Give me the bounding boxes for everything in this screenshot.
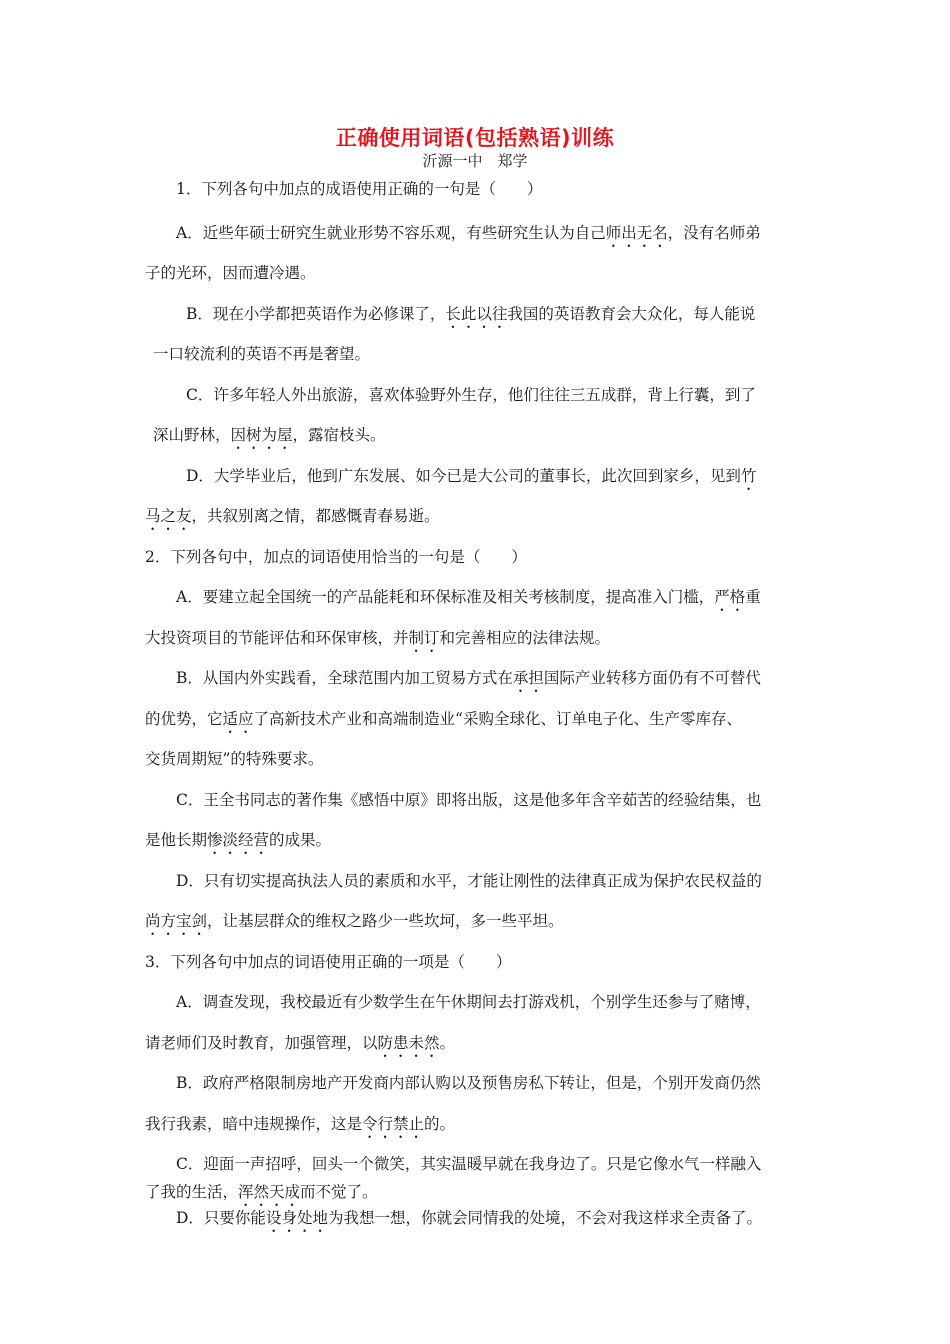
text-line — [145, 950, 511, 972]
text-line — [176, 177, 542, 199]
text-line — [186, 464, 756, 494]
text-line — [145, 747, 323, 769]
text-line — [145, 626, 610, 656]
text-segment: ，没有名师弟 — [667, 224, 761, 242]
document-title: 正确使用词语(包括熟语)训练 — [335, 126, 615, 150]
text-line — [153, 342, 370, 364]
text-segment: A．调查发现，我校最近有少数学生在午休期间去打游戏机，个别学生还参与了赌博， — [176, 993, 761, 1011]
text-segment: 了高新技术产业和高端制造业“采购全球化、订单电子化、生产零库存、 — [253, 710, 742, 728]
text-segment: 。 — [439, 1034, 456, 1052]
text-segment: 和完善相应的法律法规。 — [439, 629, 611, 647]
text-line — [176, 221, 761, 251]
text-line — [145, 707, 742, 737]
text-line — [176, 585, 761, 615]
text-line — [145, 504, 440, 534]
emphasized-term: 令行禁止 — [362, 1115, 425, 1133]
text-segment: 而不觉了。 — [300, 1183, 378, 1201]
text-segment: 的成果。 — [269, 831, 332, 849]
text-segment: C．许多年轻人外出旅游，喜欢体验野外生存，他们往往三五成群，背上行囊，到了 — [186, 386, 756, 404]
text-segment: B．从国内外实践看，全球范围内加工贸易方式在 — [176, 669, 513, 687]
emphasized-term: 马之友 — [145, 507, 192, 525]
text-line — [145, 1112, 455, 1142]
text-line — [176, 666, 761, 696]
emphasized-term: 设身处地 — [265, 1209, 328, 1227]
text-line — [176, 1071, 761, 1093]
text-line — [186, 302, 755, 332]
text-segment: 深山野林， — [153, 426, 231, 444]
text-segment: 一口较流利的英语不再是奢望。 — [153, 345, 371, 363]
text-line — [145, 909, 564, 939]
emphasized-term: 浑然天成 — [238, 1183, 301, 1201]
emphasized-term: 承担 — [512, 669, 544, 687]
text-segment: 2．下列各句中，加点的词语使用恰当的一句是（ ） — [145, 548, 527, 566]
text-line — [176, 1206, 762, 1236]
text-segment: 国际产业转移方面仍有不可替代 — [543, 669, 761, 687]
emphasized-term: 因树为屋 — [230, 426, 293, 444]
text-segment: 我国的英语教育会大众化，每人能说 — [507, 305, 756, 323]
text-line — [145, 261, 316, 283]
text-segment: 1．下列各句中加点的成语使用正确的一句是（ ） — [176, 180, 543, 198]
text-line — [153, 423, 386, 453]
text-segment: C．王全书同志的著作集《感悟中原》即将出版，这是他多年含辛茹苦的经验结集，也 — [176, 791, 762, 809]
text-segment: 了我的生活， — [145, 1183, 239, 1201]
text-segment: 子的光环，因而遭冷遇。 — [145, 264, 316, 282]
text-segment: 我行我素，暗中违规操作，这是 — [145, 1115, 363, 1133]
emphasized-term: 适应 — [222, 710, 254, 728]
emphasized-term: 竹 — [740, 467, 757, 485]
text-segment: 3．下列各句中加点的词语使用正确的一项是（ ） — [145, 953, 512, 971]
emphasized-term: 严格 — [714, 588, 746, 606]
text-segment: 为我想一想，你就会同情我的处境，不会对我这样求全责备了。 — [327, 1209, 762, 1227]
text-line — [176, 990, 761, 1012]
text-line — [186, 383, 756, 405]
text-segment: 的。 — [424, 1115, 456, 1133]
text-line — [176, 788, 761, 810]
text-segment: D．只有切实提高执法人员的素质和水平，才能让刚性的法律真正成为保护农民权益的 — [176, 872, 762, 890]
text-segment: D．只要你能 — [176, 1209, 266, 1227]
text-segment: 重 — [745, 588, 761, 606]
text-segment: 的优势，它 — [145, 710, 223, 728]
text-line — [145, 828, 331, 858]
text-segment: B．政府严格限制房地产开发商内部认购以及预售房私下转让，但是，个别开发商仍然 — [176, 1074, 761, 1092]
emphasized-term: 防患未然 — [377, 1034, 440, 1052]
text-segment: 大投资项目的节能评估和环保审核，并 — [145, 629, 409, 647]
text-segment: ，露宿枝头。 — [292, 426, 386, 444]
text-segment: C．迎面一声招呼，回头一个微笑，其实温暖早就在我身边了。只是它像水气一样融入 — [176, 1155, 762, 1173]
text-segment: ，共叙别离之情，都感慨青春易逝。 — [191, 507, 440, 525]
text-line — [145, 545, 527, 567]
text-segment: D．大学毕业后，他到广东发展、如今已是大公司的董事长，此次回到家乡，见到 — [186, 467, 741, 485]
text-segment: 是他长期 — [145, 831, 208, 849]
text-segment: A．近些年硕士研究生就业形势不容乐观，有些研究生认为自己 — [176, 224, 606, 242]
text-segment: A．要建立起全国统一的产品能耗和环保标准及相关考核制度，提高准入门槛， — [176, 588, 715, 606]
emphasized-term: 制订 — [408, 629, 440, 647]
emphasized-term: 尚方宝剑 — [145, 912, 208, 930]
text-line — [176, 1152, 761, 1174]
text-line — [145, 1031, 455, 1061]
emphasized-term: 师出无名 — [605, 224, 668, 242]
text-segment: 交货周期短”的特殊要求。 — [145, 750, 324, 768]
text-line — [176, 869, 762, 891]
author-line: 沂源一中 郑学 — [422, 152, 528, 170]
text-segment: 请老师们及时教育，加强管理，以 — [145, 1034, 378, 1052]
emphasized-term: 长此以往 — [445, 305, 508, 323]
emphasized-term: 惨淡经营 — [207, 831, 270, 849]
text-segment: B．现在小学都把英语作为必修课了， — [186, 305, 446, 323]
text-segment: ，让基层群众的维权之路少一些坎坷，多一些平坦。 — [207, 912, 564, 930]
